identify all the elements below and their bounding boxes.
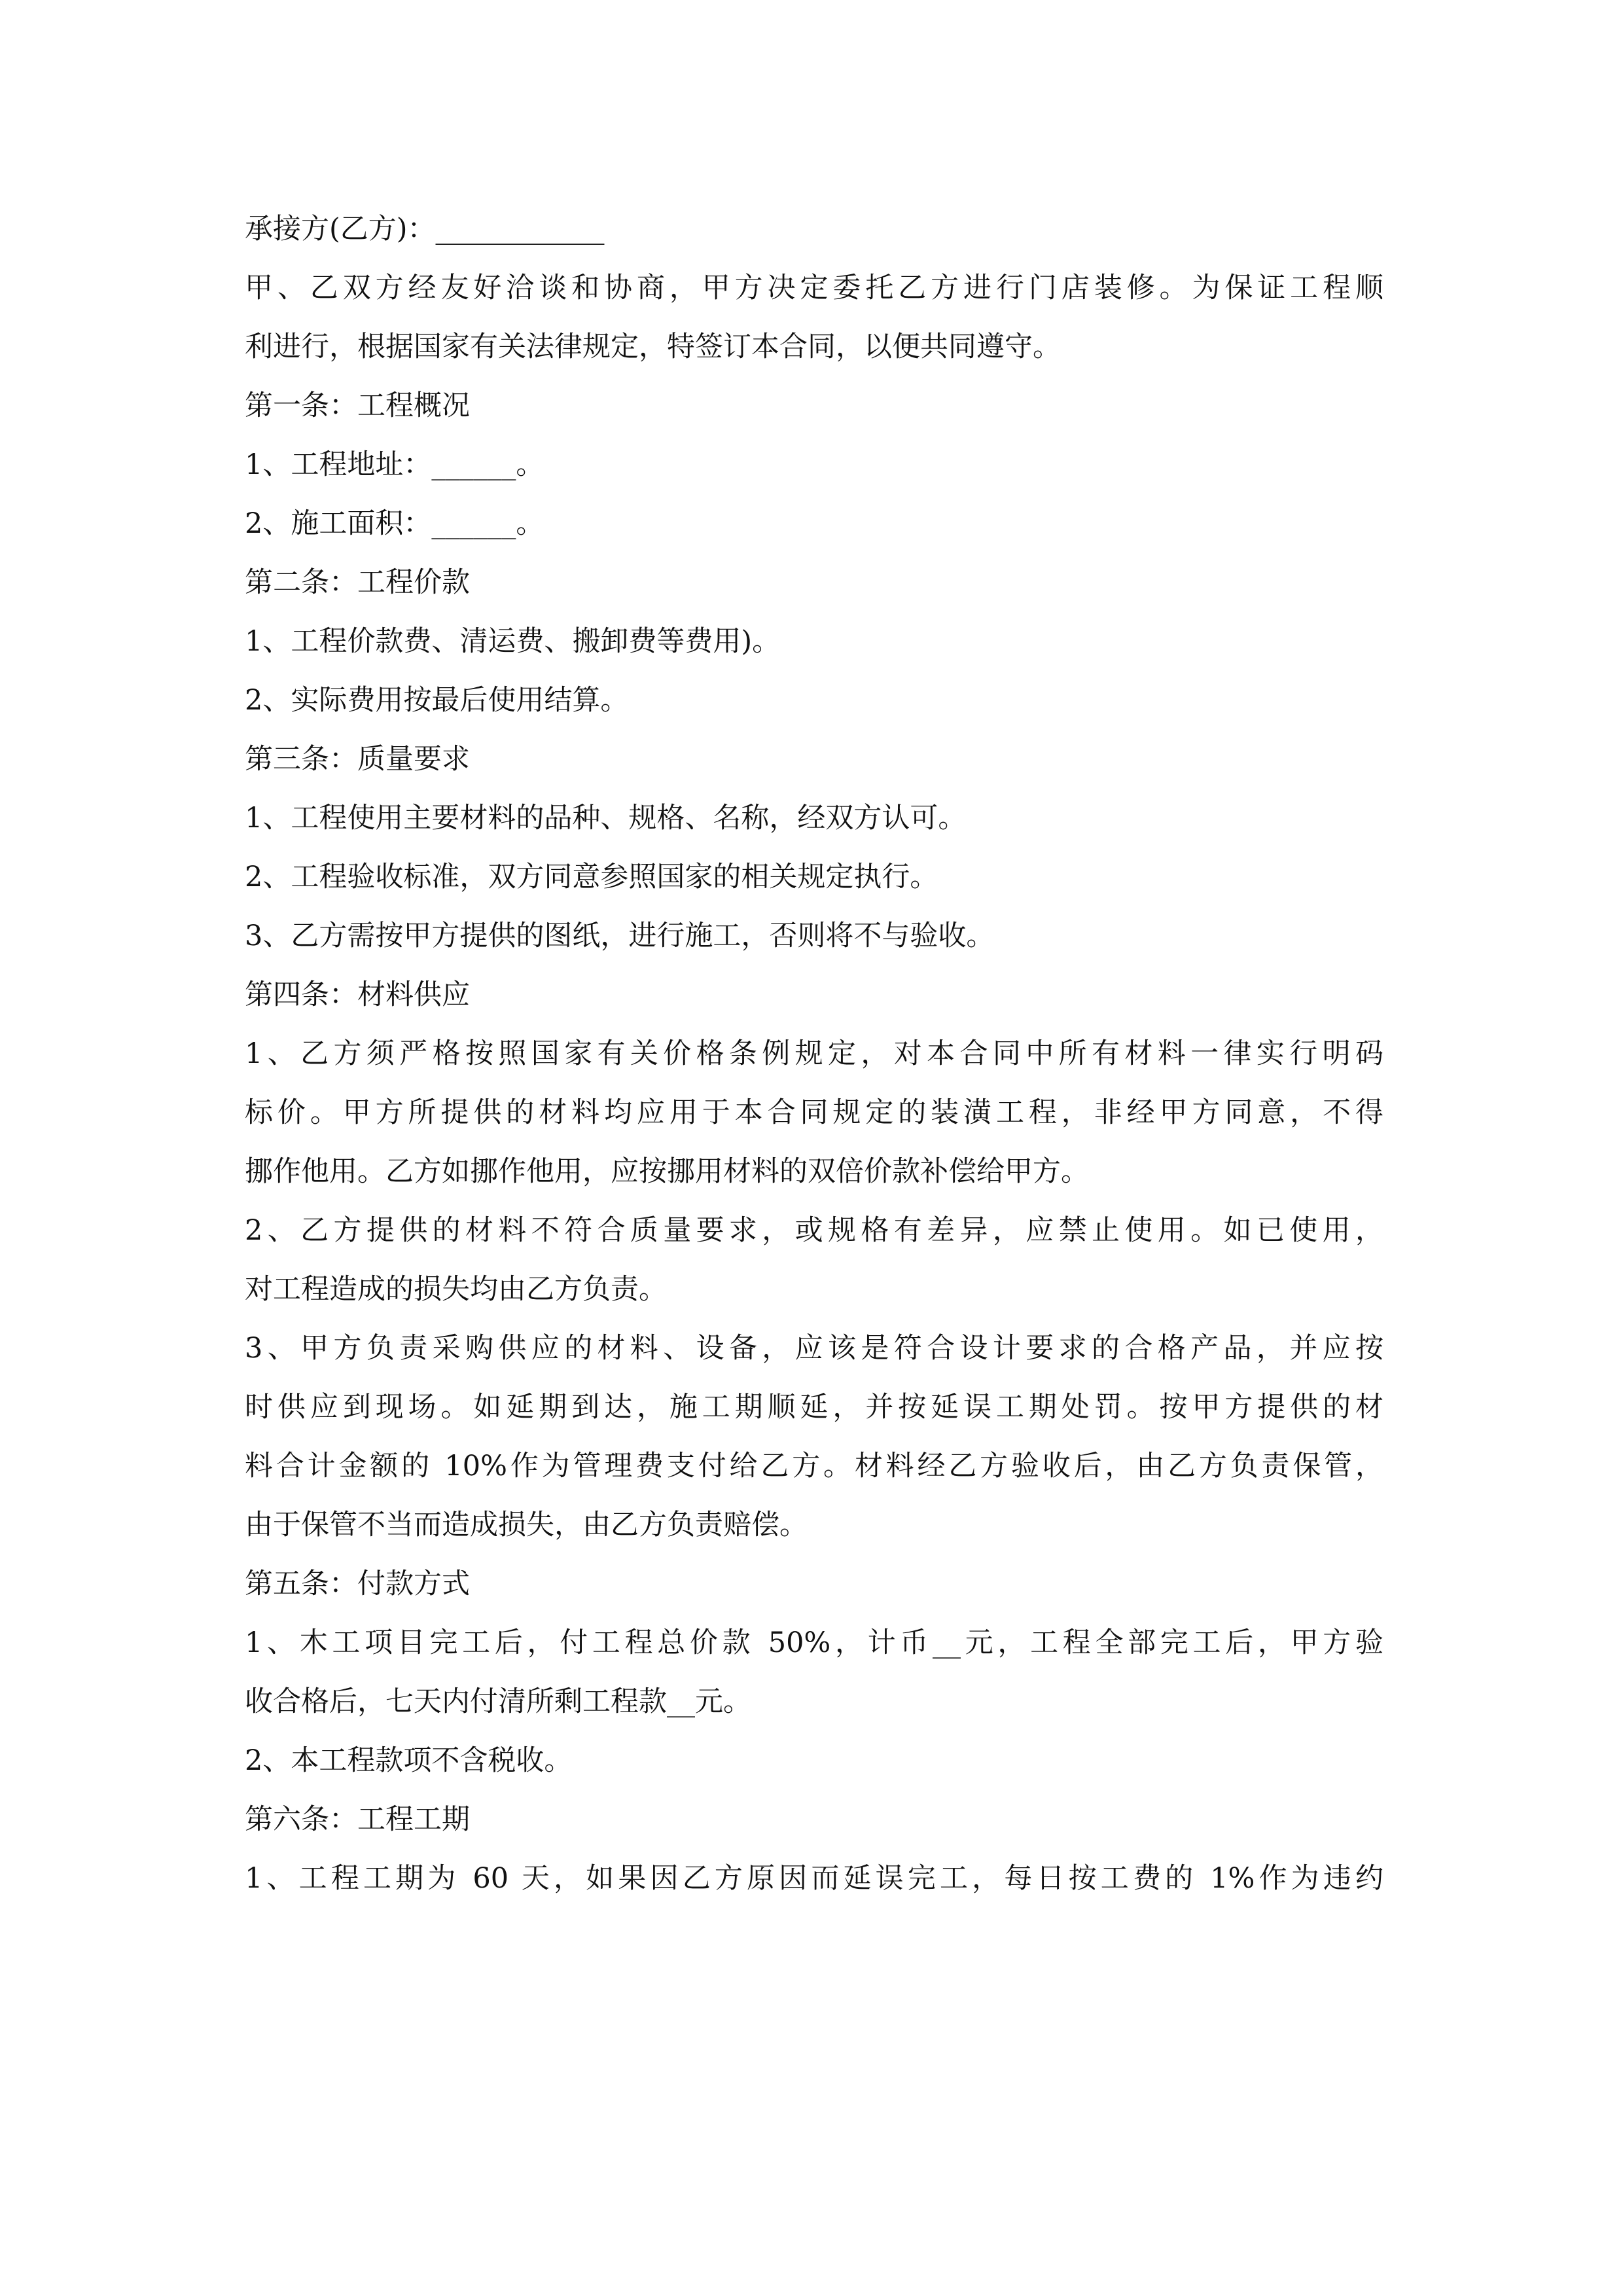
text-line: 对工程造成的损失均由乙方负责。 — [245, 1273, 667, 1306]
text-line: 1、木工项目完工后，付工程总价款 50%，计币__元，工程全部完工后，甲方验 — [245, 1626, 1383, 1659]
text-line: 甲、乙双方经友好洽谈和协商，甲方决定委托乙方进行门店装修。为保证工程顺 — [245, 272, 1383, 304]
text-line: 承接方(乙方)：____________ — [245, 213, 605, 245]
text-line: 挪作他用。乙方如挪作他用，应按挪用材料的双倍价款补偿给甲方。 — [245, 1155, 1089, 1188]
text-line: 第一条：工程概况 — [245, 389, 470, 422]
text-line: 2、实际费用按最后使用结算。 — [245, 684, 629, 717]
text-line: 1、工程价款费、清运费、搬卸费等费用)。 — [245, 625, 781, 658]
text-line: 第五条：付款方式 — [245, 1568, 470, 1600]
text-line: 2、乙方提供的材料不符合质量要求，或规格有差异，应禁止使用。如已使用， — [245, 1214, 1383, 1247]
text-line: 3、乙方需按甲方提供的图纸，进行施工，否则将不与验收。 — [245, 920, 995, 952]
text-line: 1、工程工期为 60 天，如果因乙方原因而延误完工，每日按工费的 1%作为违约 — [245, 1862, 1383, 1895]
text-line: 1、工程地址：______。 — [245, 448, 544, 481]
text-line: 第二条：工程价款 — [245, 566, 470, 599]
text-line: 2、本工程款项不含税收。 — [245, 1744, 573, 1777]
text-line: 2、工程验收标准，双方同意参照国家的相关规定执行。 — [245, 861, 938, 893]
text-line: 由于保管不当而造成损失，由乙方负责赔偿。 — [245, 1509, 808, 1541]
contract-body — [245, 200, 1383, 1908]
text-line: 标价。甲方所提供的材料均应用于本合同规定的装潢工程，非经甲方同意，不得 — [245, 1096, 1383, 1129]
text-line: 料合计金额的 10%作为管理费支付给乙方。材料经乙方验收后，由乙方负责保管， — [245, 1450, 1383, 1482]
text-line: 时供应到现场。如延期到达，施工期顺延，并按延误工期处罚。按甲方提供的材 — [245, 1391, 1383, 1424]
text-line: 收合格后，七天内付清所剩工程款__元。 — [245, 1685, 751, 1718]
text-line: 1、工程使用主要材料的品种、规格、名称，经双方认可。 — [245, 802, 967, 834]
text-line: 利进行，根据国家有关法律规定，特签订本合同，以便共同遵守。 — [245, 331, 1061, 363]
text-line: 第三条：质量要求 — [245, 743, 470, 776]
text-line: 第四条：材料供应 — [245, 978, 470, 1011]
text-line: 3、甲方负责采购供应的材料、设备，应该是符合设计要求的合格产品，并应按 — [245, 1332, 1383, 1365]
text-line: 第六条：工程工期 — [245, 1803, 470, 1836]
text-line: 1、乙方须严格按照国家有关价格条例规定，对本合同中所有材料一律实行明码 — [245, 1037, 1383, 1070]
text-line: 2、施工面积：______。 — [245, 507, 544, 540]
